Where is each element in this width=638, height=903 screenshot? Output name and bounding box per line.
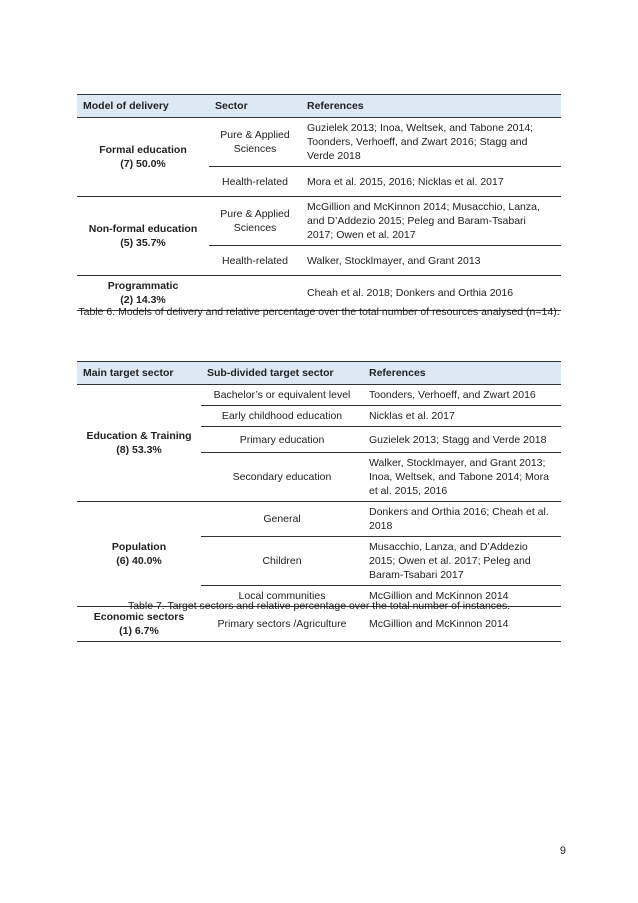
main-sector-label: Education & Training [86, 430, 192, 442]
table7-header-sub-sector: Sub-divided target sector [201, 362, 363, 385]
table7-references-cell: Guzielek 2013; Stagg and Verde 2018 [363, 427, 561, 453]
table7-references-cell: Toonders, Verhoeff, and Zwart 2016 [369, 389, 536, 401]
table7-header-references: References [363, 362, 561, 385]
table7-main-sector-cell [77, 502, 201, 607]
main-sector-percentage: (6) 40.0% [116, 555, 162, 567]
table7-sub-sector-cell: Primary education [201, 427, 363, 453]
model-label: Non-formal education [88, 223, 198, 235]
main-sector-percentage: (1) 6.7% [119, 625, 159, 637]
table6-header-sector: Sector [209, 95, 301, 118]
table6-header-references: References [301, 95, 561, 118]
table6-sector-cell: Pure & Applied Sciences [209, 197, 301, 246]
table7-references-cell: Walker, Stocklmayer, and Grant 2013; Inoa, Weltsek, and Tabone 2014; Mora et al. 2015, 2016 [363, 453, 561, 502]
table7-main-sector-cell [77, 385, 201, 502]
table7-sub-sector-cell: Local communities [201, 586, 363, 607]
table6-sector-cell: Health-related [209, 167, 301, 197]
table7-sub-sector-cell: Secondary education [201, 453, 363, 502]
table7-sub-sector-cell: Early childhood education [201, 406, 363, 427]
main-sector-label: Economic sectors [93, 611, 185, 623]
table7-header-main-sector: Main target sector [77, 362, 201, 385]
table6-model-cell [77, 118, 209, 197]
table7-references-cell: McGillion and McKinnon 2014 [363, 607, 561, 642]
page-number: 9 [559, 845, 566, 857]
table6-references-cell: Mora et al. 2015, 2016; Nicklas et al. 2017 [301, 167, 561, 197]
model-percentage: (7) 50.0% [120, 158, 166, 170]
table7-sub-sector-cell: Primary sectors /Agriculture [201, 607, 363, 642]
table7-sub-sector-cell: Children [201, 537, 363, 586]
table7-references-cell: Donkers and Orthia 2016; Cheah et al. 2018 [363, 502, 561, 537]
table6-caption: Table 6. Models of delivery and relative percentage over the total number of resources analysed (n=14). [78, 306, 560, 318]
table6-sector-cell: Pure & Applied Sciences [220, 129, 290, 155]
table7-references-cell: Nicklas et al. 2017 [363, 406, 561, 427]
main-sector-label: Population [111, 541, 167, 553]
table6-header-model: Model of delivery [77, 95, 209, 118]
model-label: Programmatic [107, 280, 179, 292]
table6-references-cell: McGillion and McKinnon 2014; Musacchio, Lanza, and D’Addezio 2015; Peleg and Baram-Tsabari 2017; Owen et al. 2017 [301, 197, 561, 246]
table7-references-cell: Musacchio, Lanza, and D’Addezio 2015; Owen et al. 2017; Peleg and Baram-Tsabari 2017 [363, 537, 561, 586]
table6-sector-cell: Health-related [209, 246, 301, 276]
table6-references-cell: Walker, Stocklmayer, and Grant 2013 [301, 246, 561, 276]
table7-sub-sector-cell: Bachelor’s or equivalent level [213, 389, 351, 401]
model-percentage: (5) 35.7% [120, 237, 166, 249]
table7-sub-sector-cell: General [201, 502, 363, 537]
table6-references-cell: Guzielek 2013; Inoa, Weltsek, and Tabone 2014; Toonders, Verhoeff, and Zwart 2016; Stagg and Verde 2018 [307, 122, 534, 162]
table7-references-cell: McGillion and McKinnon 2014 [363, 586, 561, 607]
model-percentage: (2) 14.3% [120, 294, 166, 306]
main-sector-percentage: (8) 53.3% [116, 444, 162, 456]
table6-model-cell [77, 197, 209, 276]
model-label: Formal education [99, 144, 187, 156]
table7-caption: Table 7. Target sectors and relative percentage over the total number of instances. [127, 600, 511, 612]
table-6 [77, 94, 561, 311]
table6-references-cell: Cheah et al. 2018; Donkers and Orthia 2016 [301, 276, 561, 311]
